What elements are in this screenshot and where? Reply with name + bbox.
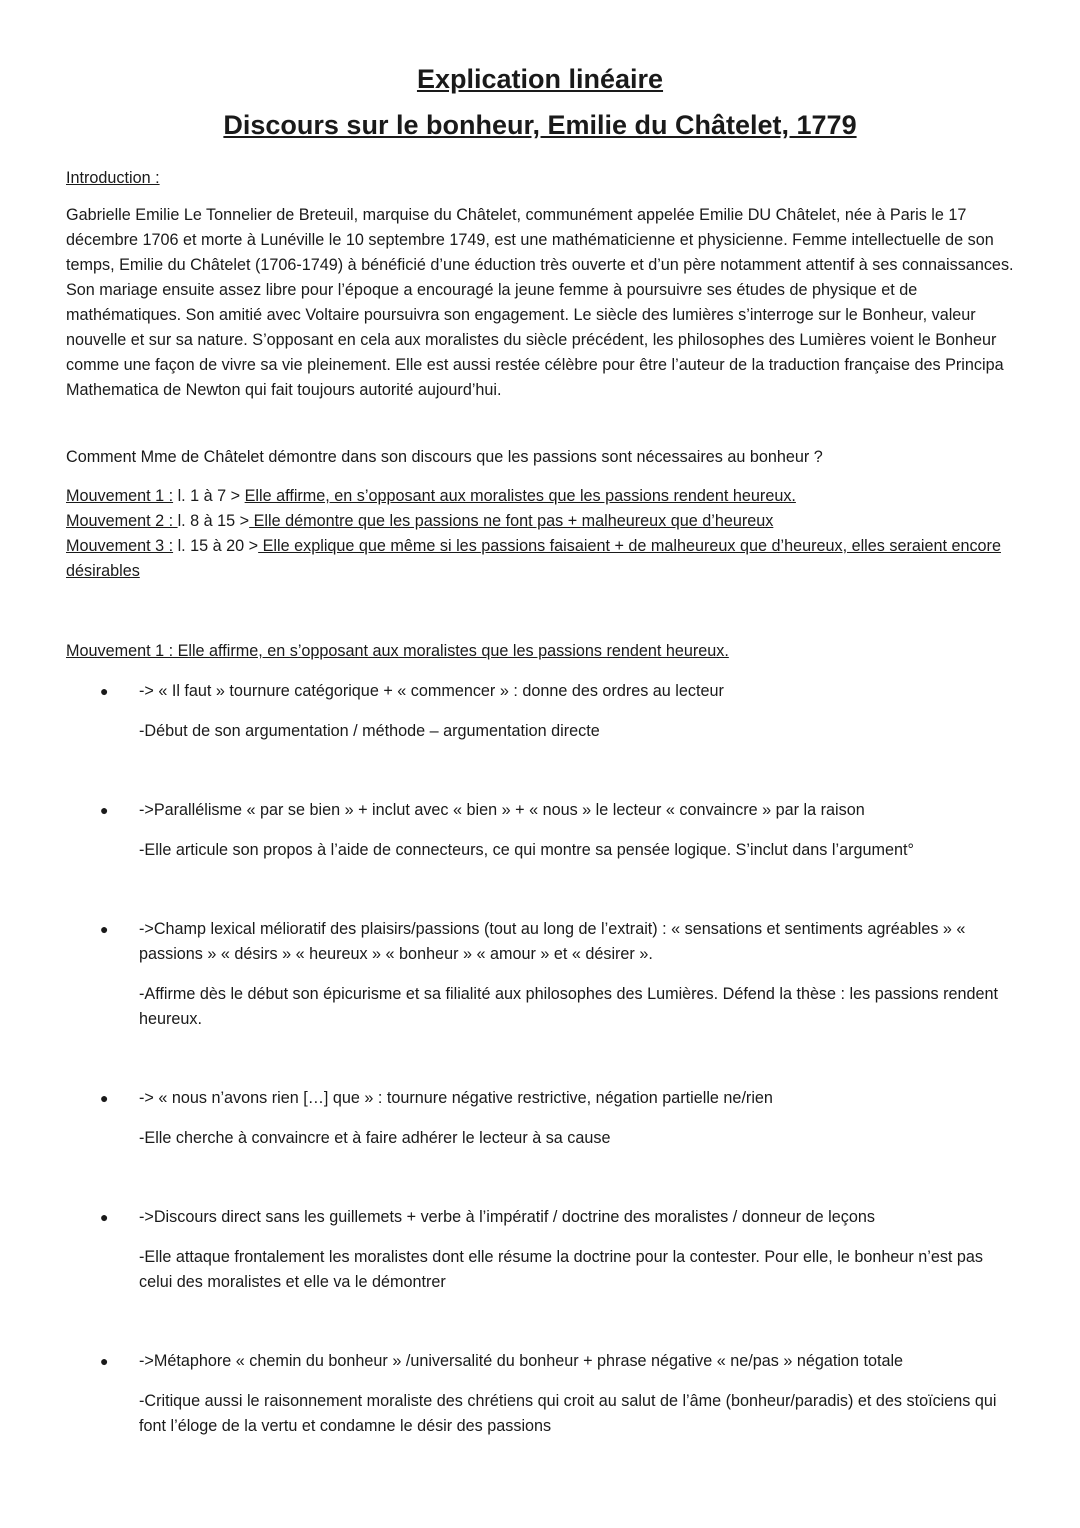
movement-line-1 xyxy=(66,484,1021,509)
movement-1-heading: Mouvement 1 : Elle affirme, en s’opposant aux moralistes que les passions rendent heureux. xyxy=(66,642,729,660)
movement-range: l. 15 à 20 > xyxy=(173,537,259,555)
movement-line-3 xyxy=(66,534,1021,584)
bullet-main-text: -> « nous n’avons rien […] que » : tournure négative restrictive, négation partielle ne/rien xyxy=(139,1089,773,1107)
bullet-main-text: ->Champ lexical mélioratif des plaisirs/passions (tout au long de l’extrait) : « sensations et sentiments agréables » « passions » « désirs » « heureux » « bonheur » « amour » et « désirer ». xyxy=(139,920,966,963)
bullet-main-text: ->Parallélisme « par se bien » + inclut avec « bien » + « nous » le lecteur « convaincre » par la raison xyxy=(139,801,865,819)
bullet-sub-text: -Critique aussi le raisonnement moraliste des chrétiens qui croit au salut de l’âme (bonheur/paradis) et des stoïciens qui font l’éloge de la vertu et condamne le désir des passions xyxy=(139,1392,997,1435)
movements-list xyxy=(66,484,1021,584)
movement-label: Mouvement 3 : xyxy=(66,537,174,555)
movement-text: Elle explique que même si les passions faisaient + de malheureux que d’heureux, elles seraient encore désirables xyxy=(66,537,1001,580)
bullet-main-text: -> « Il faut » tournure catégorique + « commencer » : donne des ordres au lecteur xyxy=(139,682,724,700)
bullet-icon: ● xyxy=(100,921,109,937)
list-item xyxy=(100,917,1015,1037)
document-subtitle: Discours sur le bonheur, Emilie du Châtelet, 1779 xyxy=(223,110,857,140)
bullet-main-text: ->Discours direct sans les guillemets + verbe à l’impératif / doctrine des moralistes / donneur de leçons xyxy=(139,1208,875,1226)
movement-range: l. 8 à 15 > xyxy=(177,512,250,530)
list-item xyxy=(100,798,1015,868)
introduction-label: Introduction : xyxy=(66,169,160,187)
list-item xyxy=(100,1349,1015,1444)
movement-label: Mouvement 1 : xyxy=(66,487,174,505)
problematique-question: Comment Mme de Châtelet démontre dans son discours que les passions sont nécessaires au bonheur ? xyxy=(66,448,823,466)
bullet-sub-text: -Elle cherche à convaincre et à faire adhérer le lecteur à sa cause xyxy=(139,1129,611,1147)
bullet-icon: ● xyxy=(100,1090,109,1106)
document-title: Explication linéaire xyxy=(416,64,664,94)
list-item xyxy=(100,1086,1015,1156)
movement-text: Elle démontre que les passions ne font pas + malheureux que d’heureux xyxy=(249,512,774,530)
bullet-icon: ● xyxy=(100,1209,109,1225)
movement-text: Elle affirme, en s’opposant aux moralistes que les passions rendent heureux. xyxy=(244,487,796,505)
bullet-sub-text: -Affirme dès le début son épicurisme et sa filialité aux philosophes des Lumières. Défend la thèse : les passions rendent heureux. xyxy=(139,985,999,1028)
movement-range: l. 1 à 7 > xyxy=(173,487,245,505)
bullet-sub-text: -Début de son argumentation / méthode – argumentation directe xyxy=(139,722,600,740)
list-item xyxy=(100,679,1015,749)
movement-label: Mouvement 2 : xyxy=(66,512,178,530)
bullet-sub-text: -Elle attaque frontalement les moralistes dont elle résume la doctrine pour la contester. Pour elle, le bonheur n’est pas celui des moralistes et elle va le démontrer xyxy=(139,1248,984,1291)
introduction-paragraph: Gabrielle Emilie Le Tonnelier de Breteuil, marquise du Châtelet, communément appelée Emilie DU Châtelet, née à Paris le 17 décembre 1706 et morte à Lunéville le 10 septembre 1749, est une mathématicienne et physicienne. Femme intellectuelle de son temps, Emilie du Châtelet (1706-1749) à bénéficié d’une éduction très ouverte et d’un père notamment attentif à ses connaissances. Son mariage ensuite assez libre pour l’époque a encouragé la jeune femme à poursuivre ses études de physique et de mathématiques. Son amitié avec Voltaire poursuivra son engagement. Le siècle des lumières s’interroge sur le Bonheur, valeur nouvelle et sur sa nature. S’opposant en cela aux moralistes du siècle précédent, les philosophes des Lumières voient le Bonheur comme une façon de vivre sa vie pleinement. Elle est aussi restée célèbre pour être l’auteur de la traduction française des Principa Mathematica de Newton qui fait toujours autorité aujourd’hui. xyxy=(66,206,1014,399)
movement-line-2 xyxy=(66,509,1021,534)
bullet-icon: ● xyxy=(100,802,109,818)
bullet-icon: ● xyxy=(100,683,109,699)
bullet-icon: ● xyxy=(100,1353,109,1369)
bullet-main-text: ->Métaphore « chemin du bonheur » /universalité du bonheur + phrase négative « ne/pas » négation totale xyxy=(139,1352,904,1370)
list-item xyxy=(100,1205,1015,1300)
bullet-sub-text: -Elle articule son propos à l’aide de connecteurs, ce qui montre sa pensée logique. S’inclut dans l’argument° xyxy=(139,841,914,859)
